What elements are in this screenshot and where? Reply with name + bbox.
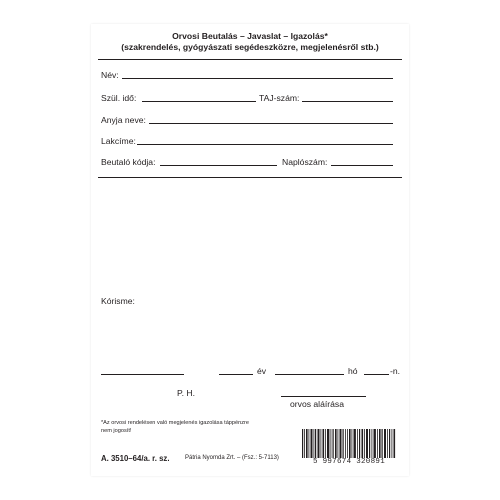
barcode-digits: 5 997674 320891 bbox=[301, 458, 397, 467]
taj-label: TAJ-szám: bbox=[259, 93, 300, 103]
fields-divider bbox=[98, 177, 402, 178]
address-line[interactable] bbox=[137, 144, 393, 145]
signature-label: orvos aláírása bbox=[290, 399, 344, 409]
referrer-code-line[interactable] bbox=[160, 165, 277, 166]
taj-line[interactable] bbox=[302, 101, 393, 102]
mother-name-label: Anyja neve: bbox=[101, 115, 146, 125]
name-label: Név: bbox=[101, 70, 119, 80]
log-number-line[interactable] bbox=[331, 165, 393, 166]
form-subtitle: (szakrendelés, gyógyászati segédeszközre, megjelenésről stb.) bbox=[121, 42, 379, 52]
publisher-info: Pátria Nyomda Zrt. – (Fsz.: 5-7113) bbox=[185, 455, 279, 461]
diagnosis-label: Kórisme: bbox=[101, 296, 135, 306]
footnote-line2: nem jogosít! bbox=[101, 428, 132, 434]
name-line[interactable] bbox=[122, 78, 393, 79]
diagnosis-area[interactable] bbox=[139, 294, 393, 354]
form-code: A. 3510–64/a. r. sz. bbox=[101, 454, 170, 463]
referrer-code-label: Beutaló kódja: bbox=[101, 157, 156, 167]
barcode bbox=[301, 429, 397, 469]
log-number-label: Naplószám: bbox=[282, 157, 328, 167]
referral-form bbox=[91, 24, 409, 476]
footnote-line1: *Az orvosi rendelésen való megjelenés igazolása táppénzre bbox=[101, 420, 250, 426]
mother-name-line[interactable] bbox=[149, 123, 393, 124]
year-line[interactable] bbox=[219, 374, 253, 375]
place-line[interactable] bbox=[101, 374, 184, 375]
birth-date-line[interactable] bbox=[142, 101, 256, 102]
month-line[interactable] bbox=[275, 374, 344, 375]
year-label: év bbox=[257, 366, 267, 376]
address-label: Lakcíme: bbox=[101, 136, 136, 146]
birth-date-label: Szül. idő: bbox=[101, 93, 137, 103]
day-label: -n. bbox=[390, 366, 401, 376]
header-divider bbox=[98, 59, 402, 60]
stamp-label: P. H. bbox=[177, 388, 195, 398]
signature-line[interactable] bbox=[281, 396, 366, 397]
form-title: Orvosi Beutalás – Javaslat – Igazolás* bbox=[172, 31, 328, 41]
month-label: hó bbox=[348, 366, 358, 376]
day-line[interactable] bbox=[364, 374, 389, 375]
